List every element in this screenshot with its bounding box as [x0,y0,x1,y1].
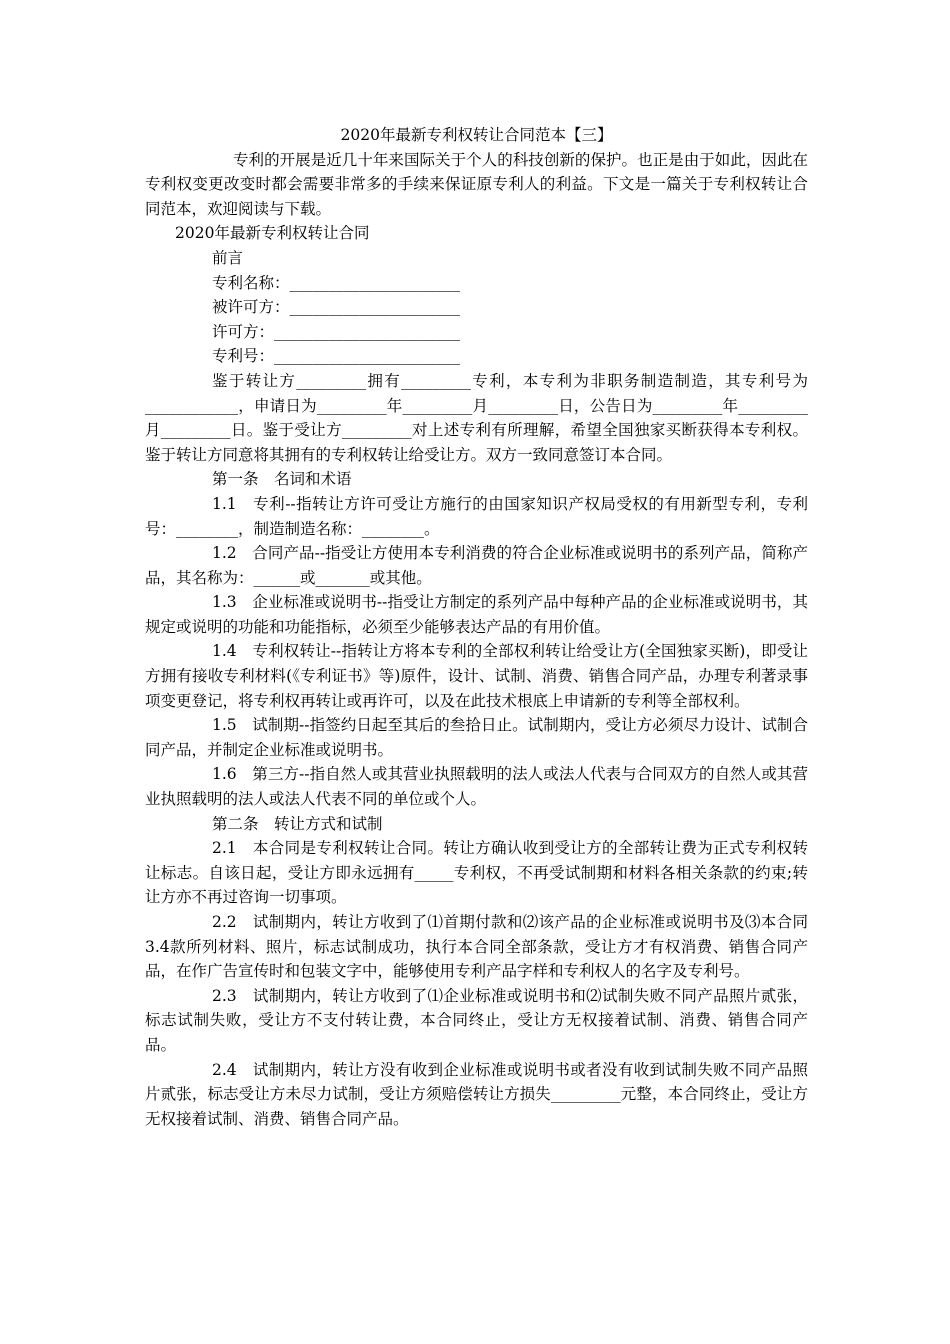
clause-1-3: 1.3 企业标准或说明书--指受让方制定的系列产品中每种产品的企业标准或说明书，其规定或说明的功能和功能指标，必须至少能够表达产品的有用价值。 [145,593,808,636]
field-patent-name: 专利名称：______________________ [212,273,461,292]
document-title: 2020年最新专利权转让合同范本【三】 [340,126,613,144]
preface-heading: 前言 [212,248,244,267]
clause-1-4: 1.4 专利权转让--指转让方将本专利的全部权利转让给受让方(全国独家买断)，即受让方拥有接收专利材料(《专利证书》等)原件，设计、试制、消费、销售合同产品，办理专利著录事项变更登记，将专利权再转让或再许可，以及在此技术根底上申请新的专利等全部权利。 [145,642,808,710]
document-page [145,123,808,1131]
clause-2-1: 2.1 本合同是专利权转让合同。转让方确认收到受让方的全部转让费为正式专利权转让标志。自该日起，受让方即永远拥有_____专利权，不再受试制期和材料各相关条款的约束;转让方亦不再过咨询一切事项。 [145,839,808,907]
clause-1-1: 1.1 专利--指转让方许可受让方施行的由国家知识产权局受权的有用新型专利，专利号：________，制造制造名称：________。 [145,494,808,538]
article-2-heading: 第二条 转让方式和试制 [212,814,383,833]
clause-2-3: 2.3 试制期内，转让方收到了⑴企业标准或说明书和⑵试制失败不同产品照片贰张，标志试制失败，受让方不支付转让费，本合同终止，受让方无权接着试制、消费、销售合同产品。 [145,986,808,1054]
field-patent-number: 专利号：________________________ [212,347,461,366]
preamble-paragraph: 鉴于转让方_________拥有_________专利，本专利为非职务制造制造，其专利号为____________，申请日为_________年_________月_________日，公告日为_________年_________月_________日。鉴于受让方_________对上述专利有所理解，希望全国独家买断获得本专利权。鉴于转让方同意将其拥有的专利权转让给受让方。双方一致同意签订本合同。 [145,371,808,464]
field-licensee: 被许可方：______________________ [212,298,461,317]
clause-1-5: 1.5 试制期--指签约日起至其后的叁拾日止。试制期内，受让方必须尽力设计、试制合同产品，并制定企业标准或说明书。 [145,716,808,759]
clause-1-2: 1.2 合同产品--指受让方使用本专利消费的符合企业标准或说明书的系列产品，简称产品，其名称为：______或_______或其他。 [145,544,808,587]
field-licensor: 许可方：________________________ [212,322,461,341]
contract-subtitle: 2020年最新专利权转让合同 [175,224,370,243]
article-1-heading: 第一条 名词和术语 [212,470,352,489]
intro-paragraph: 专利的开展是近几十年来国际关于个人的科技创新的保护。也正是由于如此，因此在专利权变更改变时都会需要非常多的手续来保证原专利人的利益。下文是一篇关于专利权转让合同范本，欢迎阅读与下载。 [145,150,808,218]
clause-2-4: 2.4 试制期内，转让方没有收到企业标准或说明书或者没有收到试制失败不同产品照片贰张，标志受让方未尽力试制，受让方须赔偿转让方损失_________元整，本合同终止，受让方无权接着试制、消费、销售合同产品。 [145,1060,808,1128]
clause-2-2: 2.2 试制期内，转让方收到了⑴首期付款和⑵该产品的企业标准或说明书及⑶本合同3.4款所列材料、照片，标志试制成功，执行本合同全部条款，受让方才有权消费、销售合同产品，在作广告宣传时和包装文字中，能够使用专利产品字样和专利权人的名字及专利号。 [145,913,808,981]
clause-1-6: 1.6 第三方--指自然人或其营业执照载明的法人或法人代表与合同双方的自然人或其营业执照载明的法人或法人代表不同的单位或个人。 [145,765,808,809]
